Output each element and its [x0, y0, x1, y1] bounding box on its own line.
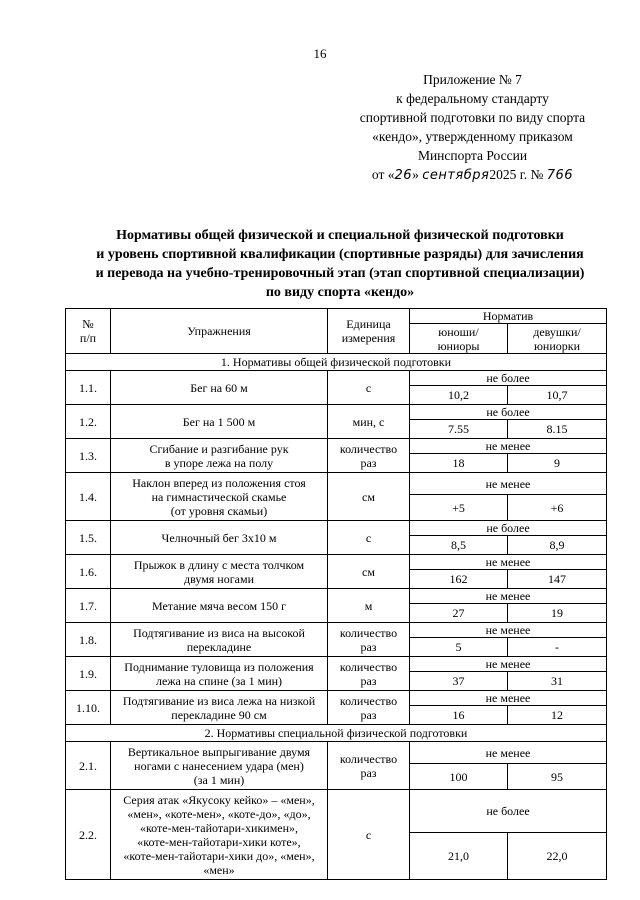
girls-value: 8,9 — [508, 536, 607, 555]
girls-value: +6 — [508, 495, 607, 521]
girls-value: 95 — [508, 764, 607, 790]
girls-value: 10,7 — [508, 386, 607, 405]
girls-value: 8.15 — [508, 420, 607, 439]
norm-condition: не менее — [410, 742, 607, 764]
boys-value: 5 — [410, 638, 508, 657]
exercise-name: Серия атак «Якусоку кейко» – «мен», «мен», «коте-мен», «коте-до», «до», «коте-мен-тайотари-хикимен», «коте-мен-тайотари-хики коте», «коте-мен-тайотари-хики до», «мен», «мен» — [111, 790, 328, 880]
girls-value: - — [508, 638, 607, 657]
table-row — [66, 742, 607, 764]
row-number: 1.3. — [66, 439, 111, 473]
unit-of-measure: с — [328, 371, 410, 405]
unit-of-measure: количество раз — [328, 623, 410, 657]
table-row — [66, 473, 607, 495]
boys-value: 27 — [410, 604, 508, 623]
unit-of-measure: количество раз — [328, 742, 410, 790]
girls-value: 12 — [508, 706, 607, 725]
document-title — [60, 226, 620, 302]
table-row — [66, 657, 607, 672]
norm-condition: не более — [410, 790, 607, 833]
girls-value: 9 — [508, 454, 607, 473]
row-number: 1.1. — [66, 371, 111, 405]
header-boys: юноши/ юниоры — [410, 324, 508, 354]
girls-value: 31 — [508, 672, 607, 691]
date-month: сентября — [422, 168, 490, 183]
boys-value: 10,2 — [410, 386, 508, 405]
unit-of-measure: количество раз — [328, 691, 410, 725]
norm-condition: не менее — [410, 657, 607, 672]
norm-condition: не менее — [410, 691, 607, 706]
norm-condition: не более — [410, 521, 607, 536]
boys-value: 37 — [410, 672, 508, 691]
exercise-name: Прыжок в длину с места толчком двумя ногами — [111, 555, 328, 589]
appendix-block — [330, 70, 615, 185]
table-row — [66, 790, 607, 833]
appendix-line: к федеральному стандарту — [396, 91, 549, 106]
unit-of-measure: мин, с — [328, 405, 410, 439]
table-row — [66, 623, 607, 638]
appendix-line: Минспорта России — [417, 148, 528, 163]
header-girls: девушки/ юниорки — [508, 324, 607, 354]
row-number: 1.8. — [66, 623, 111, 657]
unit-of-measure: см — [328, 473, 410, 521]
appendix-line: спортивной подготовки по виду спорта — [359, 110, 586, 125]
table-row — [66, 691, 607, 706]
norm-condition: не менее — [410, 473, 607, 495]
exercise-name: Бег на 60 м — [111, 371, 328, 405]
header-exercise: Упражнения — [111, 309, 328, 354]
norm-condition: не менее — [410, 439, 607, 454]
boys-value: 7.55 — [410, 420, 508, 439]
boys-value: 16 — [410, 706, 508, 725]
title-line: Нормативы общей физической и специальной физической подготовки — [116, 228, 564, 243]
unit-of-measure: м — [328, 589, 410, 623]
table-row — [66, 555, 607, 570]
exercise-name: Наклон вперед из положения стоя на гимнастической скамье (от уровня скамьи) — [111, 473, 328, 521]
girls-value: 147 — [508, 570, 607, 589]
row-number: 1.2. — [66, 405, 111, 439]
boys-value: 100 — [410, 764, 508, 790]
row-number: 1.5. — [66, 521, 111, 555]
title-line: по виду спорта «кендо» — [265, 285, 415, 300]
date-year: 2025 г. № — [489, 167, 544, 182]
row-number: 1.7. — [66, 589, 111, 623]
row-number: 2.1. — [66, 742, 111, 790]
header-unit: Единица измерения — [328, 309, 410, 354]
order-date-line — [330, 165, 615, 185]
standards-table — [65, 308, 607, 880]
table-row — [66, 371, 607, 386]
section-title: 2. Нормативы специальной физической подготовки — [66, 725, 607, 742]
appendix-line: «кендо», утвержденному приказом — [372, 129, 573, 144]
table-row — [66, 439, 607, 454]
date-mid: » — [412, 167, 423, 182]
exercise-name: Челночный бег 3х10 м — [111, 521, 328, 555]
date-prefix: от « — [371, 167, 395, 182]
boys-value: 18 — [410, 454, 508, 473]
exercise-name: Вертикальное выпрыгивание двумя ногами с нанесением удара (мен) (за 1 мин) — [111, 742, 328, 790]
boys-value: 21,0 — [410, 833, 508, 880]
boys-value: 8,5 — [410, 536, 508, 555]
row-number: 2.2. — [66, 790, 111, 880]
table-row — [66, 521, 607, 536]
unit-of-measure: с — [328, 521, 410, 555]
exercise-name: Поднимание туловища из положения лежа на спине (за 1 мин) — [111, 657, 328, 691]
unit-of-measure: с — [328, 790, 410, 880]
norm-condition: не менее — [410, 589, 607, 604]
table-row — [66, 589, 607, 604]
title-line: и уровень спортивной квалификации (спортивные разряды) для зачисления — [96, 247, 584, 262]
unit-of-measure: см — [328, 555, 410, 589]
boys-value: 162 — [410, 570, 508, 589]
header-num: № п/п — [66, 309, 111, 354]
girls-value: 22,0 — [508, 833, 607, 880]
exercise-name: Метание мяча весом 150 г — [111, 589, 328, 623]
date-day: 26 — [394, 168, 413, 183]
norm-condition: не менее — [410, 555, 607, 570]
norm-condition: не менее — [410, 623, 607, 638]
exercise-name: Бег на 1 500 м — [111, 405, 328, 439]
row-number: 1.10. — [66, 691, 111, 725]
title-line: и перевода на учебно-тренировочный этап (этап спортивной специализации) — [95, 266, 585, 281]
girls-value: 19 — [508, 604, 607, 623]
row-number: 1.4. — [66, 473, 111, 521]
unit-of-measure: количество раз — [328, 439, 410, 473]
header-norm: Норматив — [410, 309, 607, 324]
exercise-name: Сгибание и разгибание рук в упоре лежа на полу — [111, 439, 328, 473]
appendix-line: Приложение № 7 — [423, 72, 522, 87]
section-title: 1. Нормативы общей физической подготовки — [66, 354, 607, 371]
page-number: 16 — [313, 46, 327, 61]
norm-condition: не более — [410, 405, 607, 420]
order-number: 766 — [546, 168, 574, 183]
norm-condition: не более — [410, 371, 607, 386]
exercise-name: Подтягивание из виса на высокой перекладине — [111, 623, 328, 657]
table-row — [66, 405, 607, 420]
row-number: 1.9. — [66, 657, 111, 691]
row-number: 1.6. — [66, 555, 111, 589]
boys-value: +5 — [410, 495, 508, 521]
exercise-name: Подтягивание из виса лежа на низкой перекладине 90 см — [111, 691, 328, 725]
unit-of-measure: количество раз — [328, 657, 410, 691]
